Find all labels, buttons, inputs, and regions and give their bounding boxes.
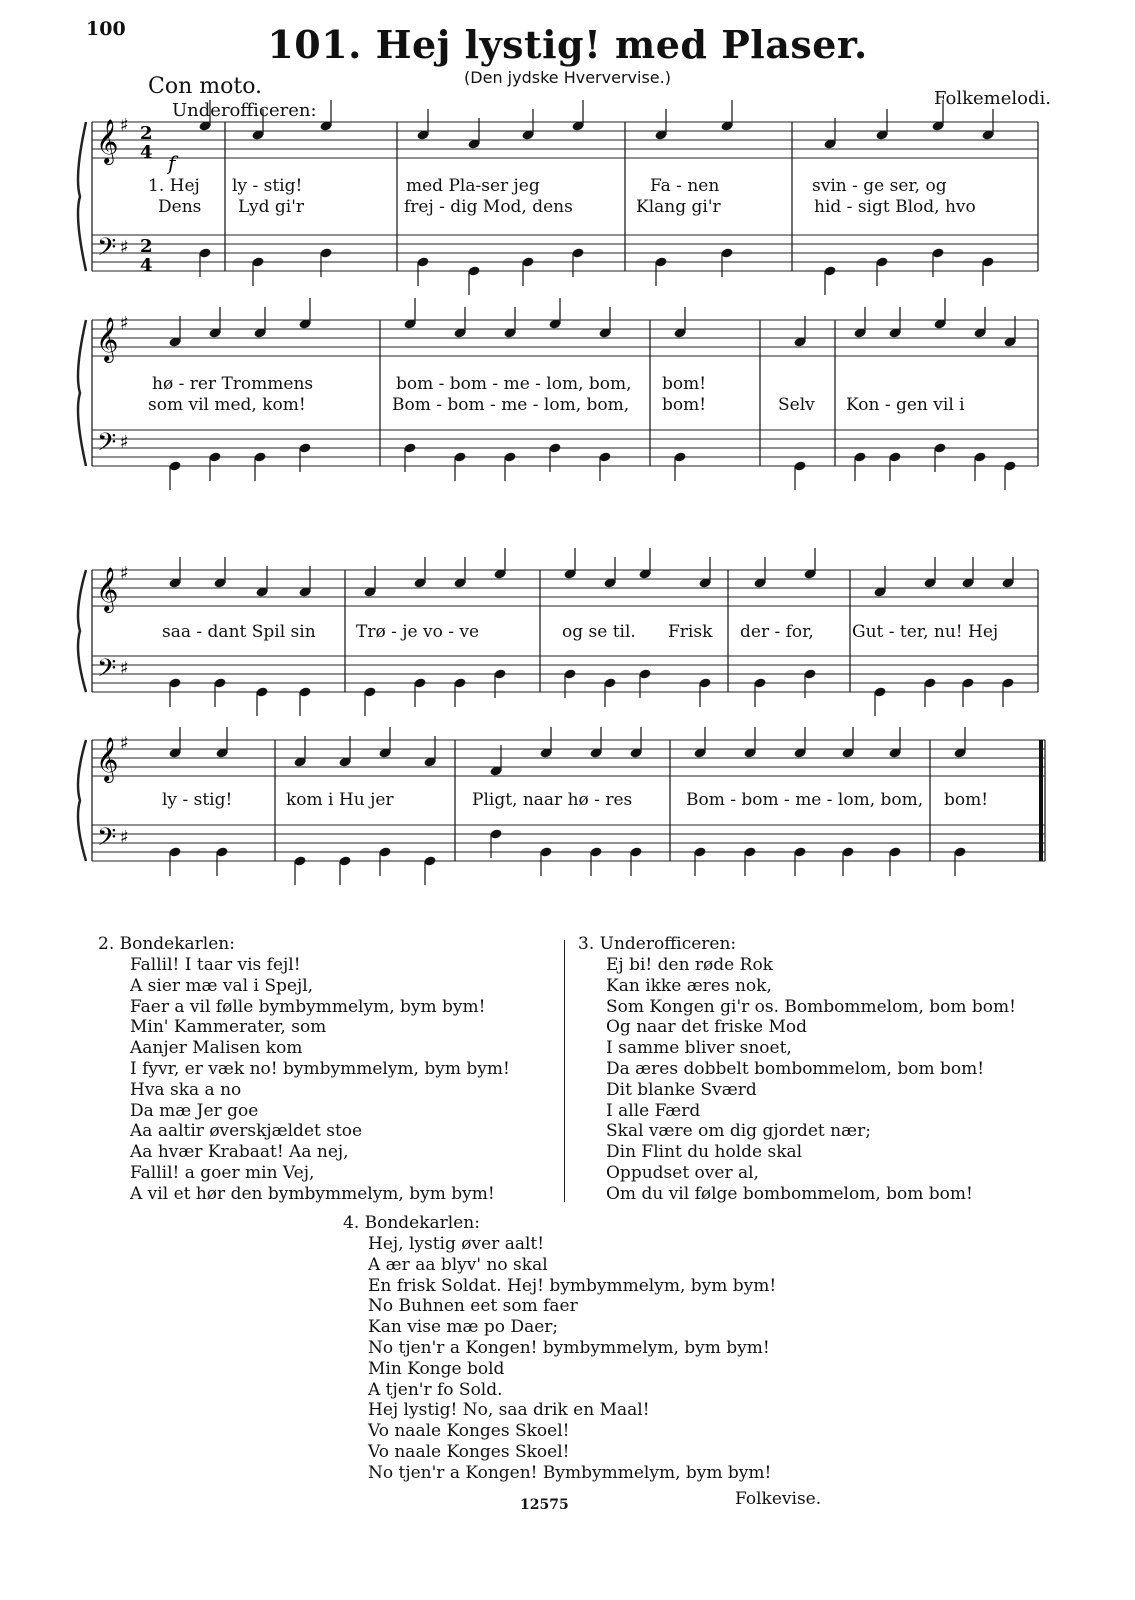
verse-line: Faer a vil følle bymbymmelym, bym bym! [130, 996, 486, 1017]
verse-line: No tjen'r a Kongen! Bymbymmelym, bym bym! [368, 1462, 772, 1483]
lyric: svin - ge ser, og [812, 176, 947, 196]
lyric: Gut - ter, nu! Hej [852, 622, 999, 642]
lyric: bom! [662, 395, 707, 415]
treble-clef-icon: 𝄞 [96, 737, 119, 781]
treble-clef-icon: 𝄞 [96, 317, 119, 361]
plate-number: 12575 [520, 1497, 569, 1513]
lyric: ly - stig! [232, 176, 303, 196]
verse-line: Din Flint du holde skal [606, 1142, 803, 1163]
verse-line: A sier mæ val i Spejl, [130, 975, 314, 996]
bass-clef-icon: 𝄢 [97, 233, 117, 268]
system-brace [78, 320, 86, 466]
key-signature-sharp-icon: ♯ [120, 432, 129, 453]
song-title: 101. Hej lystig! med Plaser. [267, 22, 868, 67]
system-brace [78, 122, 86, 271]
verse-line: Kan vise mæ po Daer; [368, 1317, 559, 1338]
verse-line: Om du vil følge bombommelom, bom bom! [606, 1183, 973, 1204]
verse-line: No tjen'r a Kongen! bymbymmelym, bym bym! [368, 1337, 770, 1358]
verse-line: Hej, lystig øver aalt! [368, 1234, 545, 1254]
verse-line: Min' Kammerater, som [130, 1017, 327, 1038]
time-signature-top: 2 [140, 236, 153, 257]
verse-line: Hva ska a no [130, 1079, 242, 1100]
lyric: med Pla-ser jeg [406, 176, 540, 196]
verse-line: Hej lystig! No, saa drik en Maal! [368, 1400, 650, 1421]
treble-clef-icon: 𝄞 [96, 119, 119, 163]
lyric: Frisk [668, 622, 713, 642]
key-signature-sharp-icon: ♯ [120, 827, 129, 848]
lyric: hid - sigt Blod, hvo [814, 197, 976, 217]
bass-clef-icon: 𝄢 [97, 428, 117, 463]
verse-line: Ej bi! den røde Rok [606, 955, 773, 975]
verse-line: Min Konge bold [368, 1358, 505, 1379]
lyric: der - for, [740, 622, 814, 642]
lyric: Kon - gen vil i [846, 395, 965, 415]
verse-3-heading: 3. Underofficeren: [578, 934, 737, 954]
verse-line: Og naar det friske Mod [606, 1017, 808, 1038]
lyric: Dens [158, 197, 202, 217]
system-brace [78, 740, 86, 861]
lyric: hø - rer Trommens [152, 374, 314, 394]
lyric: bom! [662, 374, 707, 394]
verse-4-lines [368, 1234, 776, 1484]
tempo-marking: Con moto. [148, 74, 263, 99]
key-signature-sharp-icon: ♯ [120, 313, 129, 334]
verse-4-heading: 4. Bondekarlen: [343, 1213, 480, 1233]
verse-line: Da æres dobbelt bombommelom, bom bom! [606, 1058, 985, 1079]
key-signature-sharp-icon: ♯ [120, 237, 129, 258]
treble-clef-icon: 𝄞 [96, 567, 119, 611]
time-signature-bottom: 4 [140, 255, 153, 276]
verse-2-lines [130, 955, 510, 1205]
verse-line: A tjen'r fo Sold. [368, 1379, 503, 1400]
lyric: Bom - bom - me - lom, bom, [392, 395, 630, 415]
lyric: Selv [778, 395, 815, 415]
lyric: frej - dig Mod, dens [404, 197, 573, 217]
system-brace [78, 570, 86, 692]
verse-2-heading: 2. Bondekarlen: [98, 934, 235, 954]
lyric: ly - stig! [162, 790, 233, 810]
verse-3-lines [606, 955, 1016, 1205]
verse-line: I samme bliver snoet, [606, 1038, 792, 1059]
verse-line: Aa hvær Krabaat! Aa nej, [130, 1142, 349, 1163]
verse-line: Kan ikke æres nok, [606, 975, 772, 996]
verse-line: A vil et hør den bymbymmelym, bym bym! [130, 1183, 495, 1204]
time-signature-top: 2 [140, 123, 153, 144]
page-number: 100 [86, 18, 126, 40]
verse-line: En frisk Soldat. Hej! bymbymmelym, bym bym! [368, 1275, 777, 1296]
verse-divider [564, 940, 565, 1202]
composer-credit: Folkemelodi. [934, 88, 1051, 109]
lyric: saa - dant Spil sin [162, 622, 316, 642]
verse-line: Aanjer Malisen kom [130, 1038, 303, 1059]
verse-line: Skal være om dig gjordet nær; [606, 1121, 871, 1142]
role-label: Underofficeren: [172, 100, 317, 121]
lyric: bom - bom - me - lom, bom, [396, 374, 632, 394]
bass-clef-icon: 𝄢 [97, 654, 117, 689]
lyric: Pligt, naar hø - res [472, 790, 633, 810]
verse-line: Oppudset over al, [606, 1162, 759, 1183]
verse-line: Fallil! I taar vis fejl! [130, 955, 301, 975]
source-credit: Folkevise. [735, 1489, 822, 1509]
verse-line: I alle Færd [606, 1100, 701, 1121]
song-subtitle: (Den jydske Hververvise.) [464, 68, 671, 87]
verse-line: Da mæ Jer goe [130, 1100, 259, 1121]
key-signature-sharp-icon: ♯ [120, 563, 129, 584]
key-signature-sharp-icon: ♯ [120, 115, 129, 136]
verse-line: Vo naale Konges Skoel! [368, 1441, 570, 1462]
key-signature-sharp-icon: ♯ [120, 733, 129, 754]
verse-line: Fallil! a goer min Vej, [130, 1162, 315, 1183]
lyric: kom i Hu jer [286, 790, 394, 810]
lyric: 1. Hej [148, 176, 200, 196]
lyric: Lyd gi'r [238, 197, 304, 217]
verse-line: I fyvr, er væk no! bymbymmelym, bym bym! [130, 1058, 510, 1079]
dynamic-marking: f [168, 151, 176, 175]
lyric: Klang gi'r [636, 197, 721, 217]
verse-line: No Buhnen eet som faer [368, 1296, 578, 1317]
lyric: og se til. [562, 622, 636, 642]
time-signature-bottom: 4 [140, 142, 153, 163]
key-signature-sharp-icon: ♯ [120, 658, 129, 679]
verse-line: Som Kongen gi'r os. Bombommelom, bom bom! [606, 996, 1016, 1017]
bass-clef-icon: 𝄢 [97, 823, 117, 858]
lyric: bom! [944, 790, 989, 810]
verse-line: Vo naale Konges Skoel! [368, 1421, 570, 1442]
verse-line: Aa aaltir øverskjældet stoe [130, 1121, 363, 1142]
verse-line: Dit blanke Sværd [606, 1079, 757, 1100]
lyric: Trø - je vo - ve [356, 622, 480, 642]
verse-line: A ær aa blyv' no skal [368, 1254, 548, 1275]
lyric: Fa - nen [650, 176, 720, 196]
lyric: som vil med, kom! [148, 395, 306, 415]
lyric: Bom - bom - me - lom, bom, [686, 790, 924, 810]
